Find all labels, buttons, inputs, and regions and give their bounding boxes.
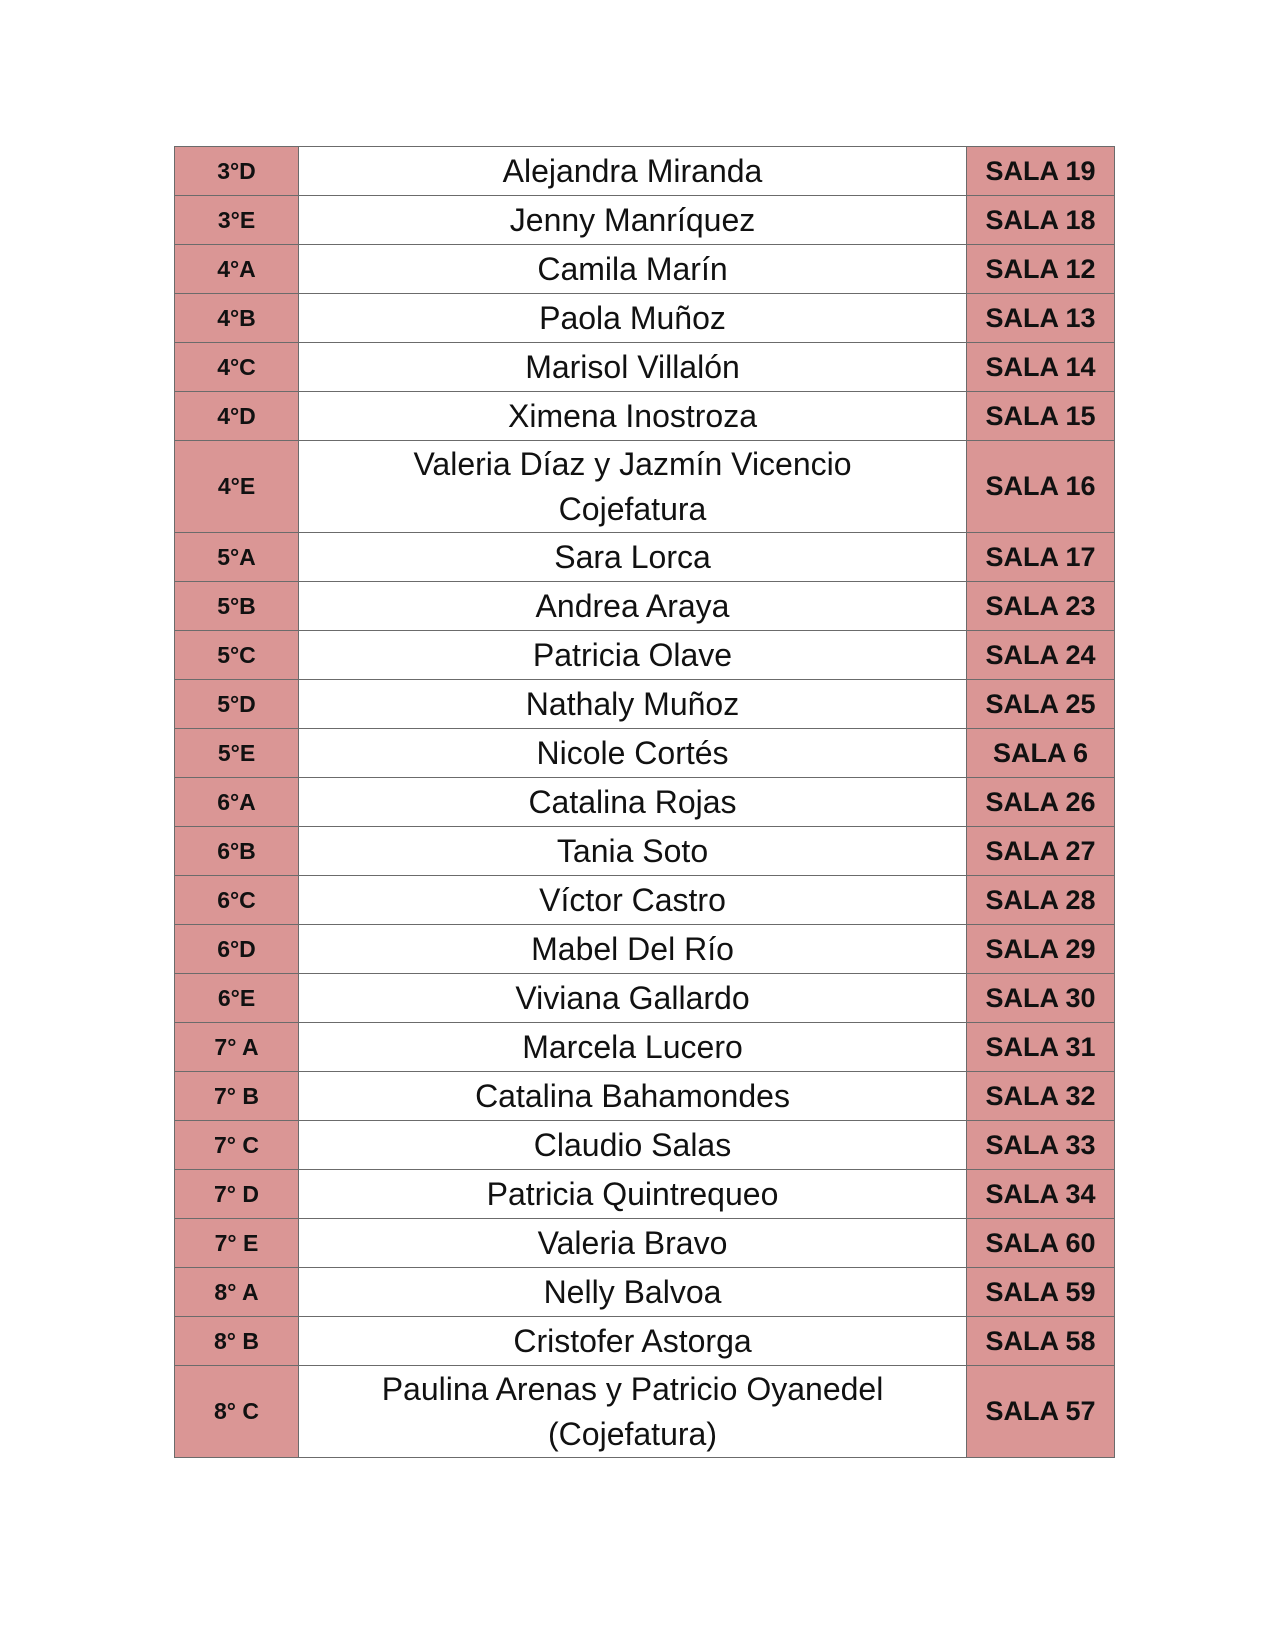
course-cell: 4°B — [175, 294, 299, 343]
teacher-cell — [299, 925, 967, 974]
teacher-cell — [299, 1170, 967, 1219]
course-cell: 7° E — [175, 1219, 299, 1268]
course-cell: 8° C — [175, 1366, 299, 1458]
room-cell: SALA 60 — [967, 1219, 1115, 1268]
teacher-name-line: Patricia Olave — [532, 636, 733, 673]
course-cell: 4°D — [175, 392, 299, 441]
room-cell: SALA 28 — [967, 876, 1115, 925]
room-cell: SALA 58 — [967, 1317, 1115, 1366]
table-row — [175, 1219, 1115, 1268]
teacher-cell — [299, 582, 967, 631]
teacher-cell — [299, 827, 967, 876]
room-cell: SALA 25 — [967, 680, 1115, 729]
course-cell: 4°E — [175, 441, 299, 533]
teacher-cell — [299, 533, 967, 582]
table-row — [175, 1366, 1115, 1458]
table-row — [175, 343, 1115, 392]
teacher-cell — [299, 1121, 967, 1170]
course-cell: 6°E — [175, 974, 299, 1023]
table-row — [175, 196, 1115, 245]
course-cell: 5°A — [175, 533, 299, 582]
teacher-cell — [299, 441, 967, 533]
room-cell: SALA 16 — [967, 441, 1115, 533]
room-cell: SALA 31 — [967, 1023, 1115, 1072]
room-cell: SALA 57 — [967, 1366, 1115, 1458]
table-row — [175, 876, 1115, 925]
teacher-name-line: Paola Muñoz — [539, 299, 726, 336]
room-cell: SALA 33 — [967, 1121, 1115, 1170]
teacher-name-line: Mabel Del Río — [531, 930, 734, 967]
teacher-name-line: Alejandra Miranda — [502, 152, 763, 189]
course-cell: 6°C — [175, 876, 299, 925]
room-cell: SALA 13 — [967, 294, 1115, 343]
room-cell: SALA 30 — [967, 974, 1115, 1023]
course-cell: 4°C — [175, 343, 299, 392]
teacher-cell — [299, 974, 967, 1023]
room-cell: SALA 34 — [967, 1170, 1115, 1219]
teacher-cell — [299, 392, 967, 441]
teacher-name-line: Ximena Inostroza — [507, 397, 757, 434]
table-row — [175, 441, 1115, 533]
room-cell: SALA 29 — [967, 925, 1115, 974]
course-cell: 3°D — [175, 147, 299, 196]
course-cell: 7° D — [175, 1170, 299, 1219]
table-row — [175, 147, 1115, 196]
teacher-cell — [299, 245, 967, 294]
table-row — [175, 294, 1115, 343]
room-cell: SALA 17 — [967, 533, 1115, 582]
course-cell: 5°E — [175, 729, 299, 778]
teacher-cell — [299, 876, 967, 925]
teacher-name-line: Andrea Araya — [535, 587, 730, 624]
teacher-name-line: Camila Marín — [537, 250, 728, 287]
table-row — [175, 925, 1115, 974]
teacher-name-line: Catalina Bahamondes — [475, 1077, 790, 1114]
table-row — [175, 1121, 1115, 1170]
table-row — [175, 582, 1115, 631]
table-row — [175, 827, 1115, 876]
table-row — [175, 778, 1115, 827]
room-cell: SALA 14 — [967, 343, 1115, 392]
room-cell: SALA 19 — [967, 147, 1115, 196]
teacher-cell — [299, 631, 967, 680]
teacher-cell — [299, 778, 967, 827]
teacher-name-line: Claudio Salas — [533, 1126, 732, 1163]
teacher-name-line: Sara Lorca — [554, 538, 711, 575]
teacher-name-line: Tania Soto — [556, 832, 709, 869]
teacher-cell — [299, 1268, 967, 1317]
document-page — [174, 146, 1114, 1458]
teacher-name-line: Viviana Gallardo — [515, 979, 750, 1016]
teacher-name-line: Paulina Arenas y Patricio Oyanedel — [381, 1370, 884, 1407]
table-row — [175, 1170, 1115, 1219]
course-cell: 8° B — [175, 1317, 299, 1366]
teacher-cell — [299, 1072, 967, 1121]
course-cell: 4°A — [175, 245, 299, 294]
teacher-cell — [299, 147, 967, 196]
table-row — [175, 1317, 1115, 1366]
teacher-name-line: Nathaly Muñoz — [525, 685, 740, 722]
classroom-assignment-table — [174, 146, 1115, 1458]
room-cell: SALA 18 — [967, 196, 1115, 245]
room-cell: SALA 12 — [967, 245, 1115, 294]
room-cell: SALA 32 — [967, 1072, 1115, 1121]
table-row — [175, 680, 1115, 729]
course-cell: 6°B — [175, 827, 299, 876]
teacher-name-line: Nicole Cortés — [536, 734, 729, 771]
table-row — [175, 392, 1115, 441]
teacher-cell — [299, 294, 967, 343]
teacher-cell — [299, 680, 967, 729]
table-row — [175, 631, 1115, 680]
course-cell: 7° B — [175, 1072, 299, 1121]
table-row — [175, 974, 1115, 1023]
table-body — [175, 147, 1115, 1458]
teacher-cell — [299, 1023, 967, 1072]
course-cell: 5°C — [175, 631, 299, 680]
room-cell: SALA 24 — [967, 631, 1115, 680]
course-cell: 6°A — [175, 778, 299, 827]
teacher-name-line: (Cojefatura) — [548, 1415, 717, 1452]
teacher-name-line: Marisol Villalón — [525, 348, 740, 385]
teacher-name-line: Cojefatura — [558, 490, 707, 527]
course-cell: 8° A — [175, 1268, 299, 1317]
teacher-name-line: Cristofer Astorga — [513, 1322, 752, 1359]
teacher-name-line: Nelly Balvoa — [543, 1273, 722, 1310]
teacher-cell — [299, 1366, 967, 1458]
room-cell: SALA 26 — [967, 778, 1115, 827]
course-cell: 6°D — [175, 925, 299, 974]
teacher-name-line: Jenny Manríquez — [509, 201, 756, 238]
table-row — [175, 729, 1115, 778]
room-cell: SALA 23 — [967, 582, 1115, 631]
course-cell: 3°E — [175, 196, 299, 245]
table-row — [175, 1268, 1115, 1317]
table-row — [175, 245, 1115, 294]
teacher-cell — [299, 1219, 967, 1268]
table-row — [175, 533, 1115, 582]
teacher-cell — [299, 1317, 967, 1366]
course-cell: 5°D — [175, 680, 299, 729]
room-cell: SALA 27 — [967, 827, 1115, 876]
room-cell: SALA 59 — [967, 1268, 1115, 1317]
room-cell: SALA 6 — [967, 729, 1115, 778]
teacher-name-line: Valeria Bravo — [537, 1224, 728, 1261]
table-row — [175, 1072, 1115, 1121]
teacher-name-line: Catalina Rojas — [528, 783, 737, 820]
course-cell: 7° A — [175, 1023, 299, 1072]
teacher-cell — [299, 343, 967, 392]
table-row — [175, 1023, 1115, 1072]
teacher-cell — [299, 196, 967, 245]
course-cell: 7° C — [175, 1121, 299, 1170]
teacher-name-line: Patricia Quintrequeo — [486, 1175, 779, 1212]
course-cell: 5°B — [175, 582, 299, 631]
teacher-cell — [299, 729, 967, 778]
teacher-name-line: Marcela Lucero — [522, 1028, 743, 1065]
teacher-name-line: Víctor Castro — [539, 881, 726, 918]
room-cell: SALA 15 — [967, 392, 1115, 441]
teacher-name-line: Valeria Díaz y Jazmín Vicencio — [413, 445, 852, 482]
